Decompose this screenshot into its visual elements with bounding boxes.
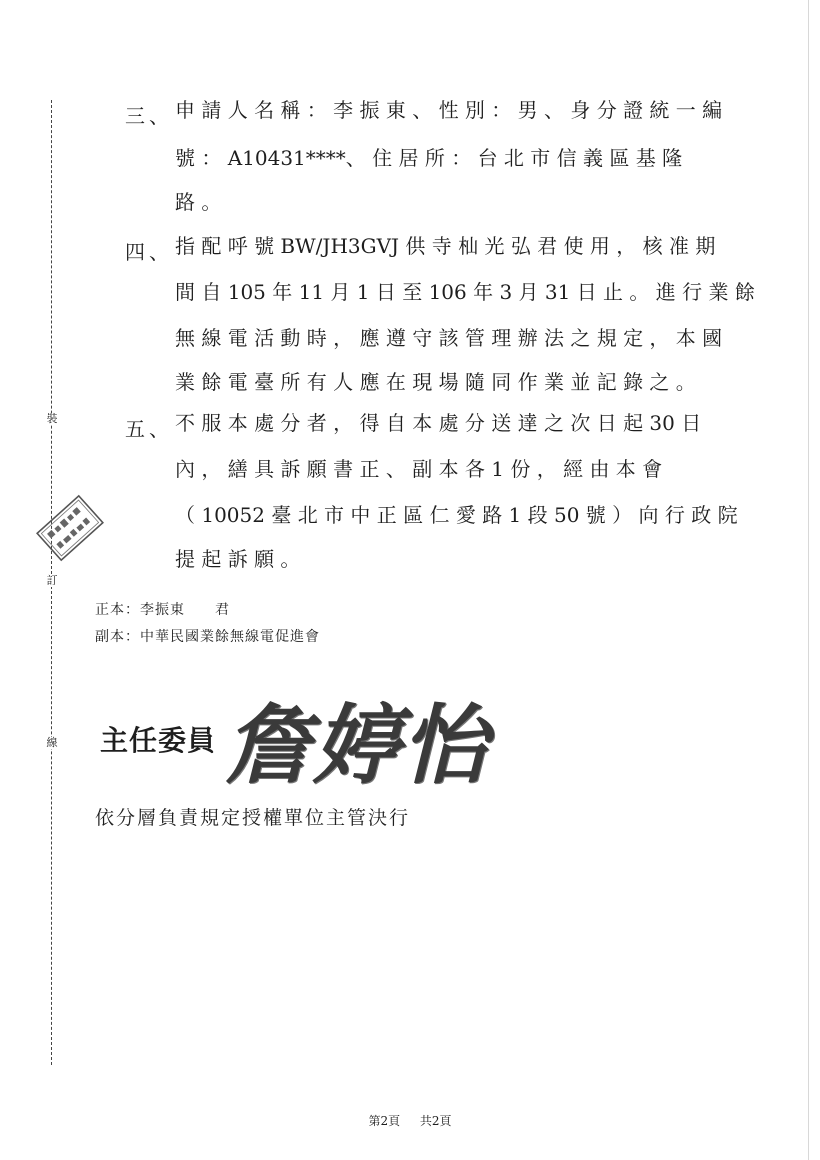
binding-mark-zhuang: 裝 [46, 412, 58, 425]
binding-mark-xian: 線 [46, 736, 58, 749]
copy-original: 正本：李振東 君 [95, 602, 230, 618]
item-line: 路 。 [175, 190, 222, 214]
page-number: 第2頁 [368, 1114, 401, 1128]
item-line: 無 線 電 活 動 時 ， 應 遵 守 該 管 理 辦 法 之 規 定 ， 本 國 [175, 326, 723, 350]
delegation-note: 依分層負責規定授權單位主管決行 [95, 807, 411, 829]
item-line: 號 ： A10431****、 住 居 所 ： 台 北 市 信 義 區 基 隆 [175, 146, 683, 170]
item-line: 業 餘 電 臺 所 有 人 應 在 現 場 隨 同 作 業 並 記 錄 之 。 [175, 370, 696, 394]
binding-mark-ding: 訂 [46, 574, 58, 587]
seal-stamp-icon [30, 488, 110, 568]
item-line: （ 10052 臺 北 市 中 正 區 仁 愛 路 1 段 50 號 ） 向 行 政 院 [175, 503, 738, 527]
item-line: 間 自 105 年 11 月 1 日 至 106 年 3 月 31 日 止 。 進 行 業 餘 [175, 280, 755, 304]
item-line: 指 配 呼 號 BW/JH3GVJ 供 寺 杣 光 弘 君 使 用 ， 核 准 期 [175, 234, 716, 258]
item-line: 不 服 本 處 分 者 ， 得 自 本 處 分 送 達 之 次 日 起 30 日 [175, 411, 702, 435]
item-number: 三、 [125, 104, 173, 128]
signature-name: 詹婷怡 [225, 695, 489, 796]
copy-duplicate: 副本：中華民國業餘無線電促進會 [95, 629, 320, 645]
item-line: 內 ， 繕 具 訴 願 書 正 、 副 本 各 1 份 ， 經 由 本 會 [175, 457, 663, 481]
item-number: 四、 [125, 240, 173, 264]
item-number: 五、 [125, 417, 173, 441]
item-line: 提 起 訴 願 。 [175, 547, 301, 571]
page-footer [0, 1112, 820, 1129]
page-edge [808, 0, 809, 1160]
item-line: 申 請 人 名 稱 ： 李 振 東 、 性 別 ： 男 、 身 分 證 統 一 編 [175, 98, 723, 122]
page-total: 共2頁 [419, 1114, 452, 1128]
signature-title: 主任委員 [100, 724, 217, 757]
